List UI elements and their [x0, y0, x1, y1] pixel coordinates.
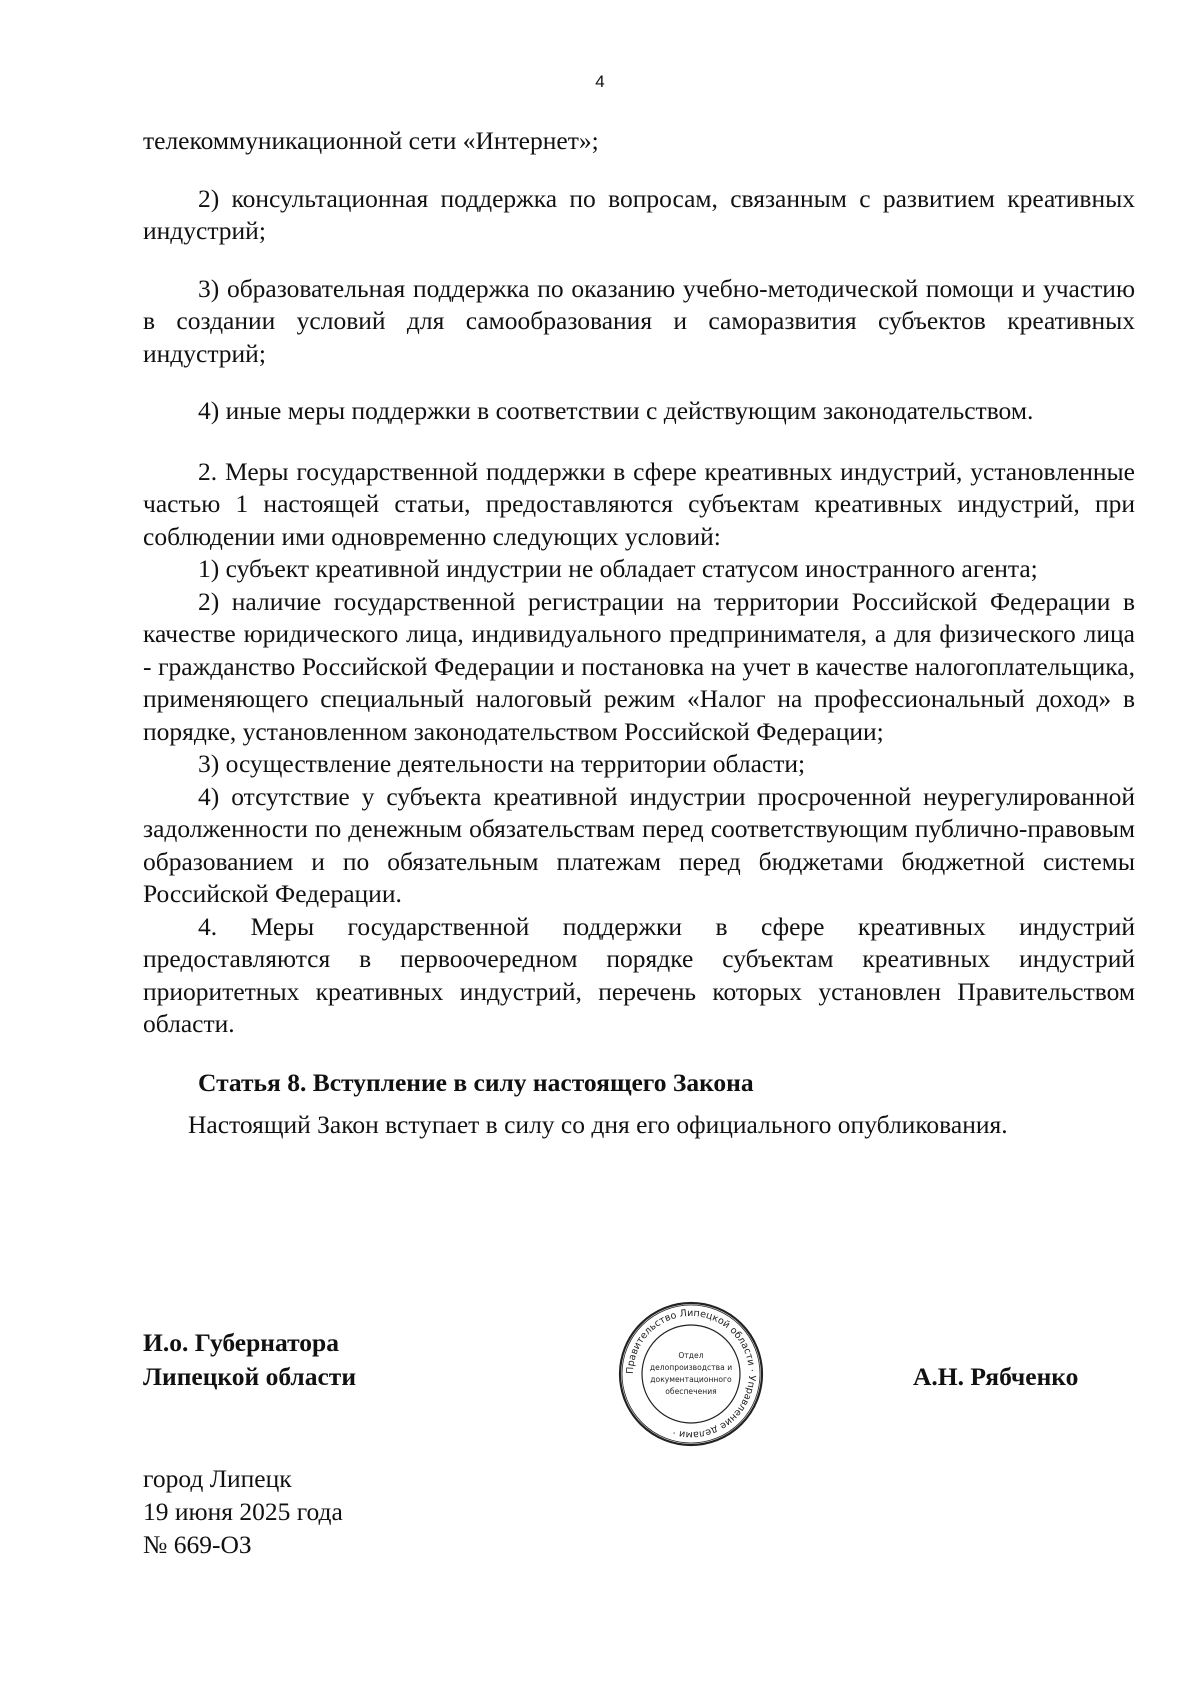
page-number: 4	[595, 72, 605, 91]
document-footer	[143, 1462, 343, 1561]
condition-1: 1) субъект креативной индустрии не обладает статусом иностранного агента;	[198, 554, 1038, 583]
paragraph-continuation: телекоммуникационной сети «Интернет»;	[143, 126, 599, 155]
stamp-inner-line-4: обеспечения	[665, 1387, 717, 1396]
article-8-heading: Статья 8. Вступление в силу настоящего Закона	[198, 1067, 754, 1097]
footer-city: город Липецк	[143, 1464, 292, 1493]
article-8-text: Настоящий Закон вступает в силу со дня его официального опубликования.	[188, 1110, 1008, 1139]
document-body	[143, 125, 1135, 1142]
paragraph-item-4: 4) иные меры поддержки в соответствии с действующим законодательством.	[198, 396, 1034, 425]
condition-2: 2) наличие государственной регистрации на территории Российской Федерации в качестве юридического лица, индивидуального предпринимателя, а для физического лица - гражданство Российской Федерации и постановка на учет в качестве налогоплательщика, применяющего специальный налоговый режим «Налог на профессиональный доход» в порядке, установленном законодательством Российской Федерации;	[143, 586, 1135, 746]
paragraph-item-2: 2) консультационная поддержка по вопросам, связанным с развитием креативных индустрий;	[143, 183, 1135, 245]
condition-3: 3) осуществление деятельности на территории области;	[198, 749, 806, 778]
stamp-inner-line-2: делопроизводства и	[649, 1363, 733, 1372]
stamp-inner-ring	[642, 1325, 740, 1423]
stamp-outer-ring	[620, 1303, 762, 1445]
stamp-inner-line-1: Отдел	[678, 1351, 704, 1360]
stamp-inner-line-3: документационного	[650, 1375, 732, 1384]
signatory-name: А.Н. Рябченко	[913, 1362, 1079, 1391]
condition-4: 4) отсутствие у субъекта креативной индустрии просроченной неурегулированной задолженности по денежным обязательствам перед соответствующим публично-правовым образованием и по обязательным платежам перед бюджетами бюджетной системы Российской Федерации.	[143, 781, 1135, 908]
signatory-title	[143, 1326, 356, 1394]
official-stamp	[617, 1300, 765, 1448]
paragraph-item-3: 3) образовательная поддержка по оказанию учебно-методической помощи и участию в создании условий для самообразования и саморазвития субъектов креативных индустрий;	[143, 273, 1135, 368]
signatory-title-line-1: И.о. Губернатора	[143, 1328, 339, 1357]
footer-date: 19 июня 2025 года	[143, 1497, 343, 1526]
paragraph-part-4: 4. Меры государственной поддержки в сфере креативных индустрий предоставляются в первоочередном порядке субъектам креативных индустрий приоритетных креативных индустрий, перечень которых установлен Правительством области.	[143, 911, 1135, 1038]
stamp-outer-text: Правительство Липецкой области · Управление делами ·	[624, 1307, 758, 1441]
stamp-inner-text	[650, 1351, 732, 1396]
signatory-title-line-2: Липецкой области	[143, 1362, 357, 1391]
footer-number: № 669-ОЗ	[143, 1530, 252, 1559]
stamp-outer-ring-inner	[622, 1305, 760, 1443]
paragraph-part-2: 2. Меры государственной поддержки в сфере креативных индустрий, установленные частью 1 настоящей статьи, предоставляются субъектам креативных индустрий, при соблюдении ими одновременно следующих условий:	[143, 456, 1135, 551]
